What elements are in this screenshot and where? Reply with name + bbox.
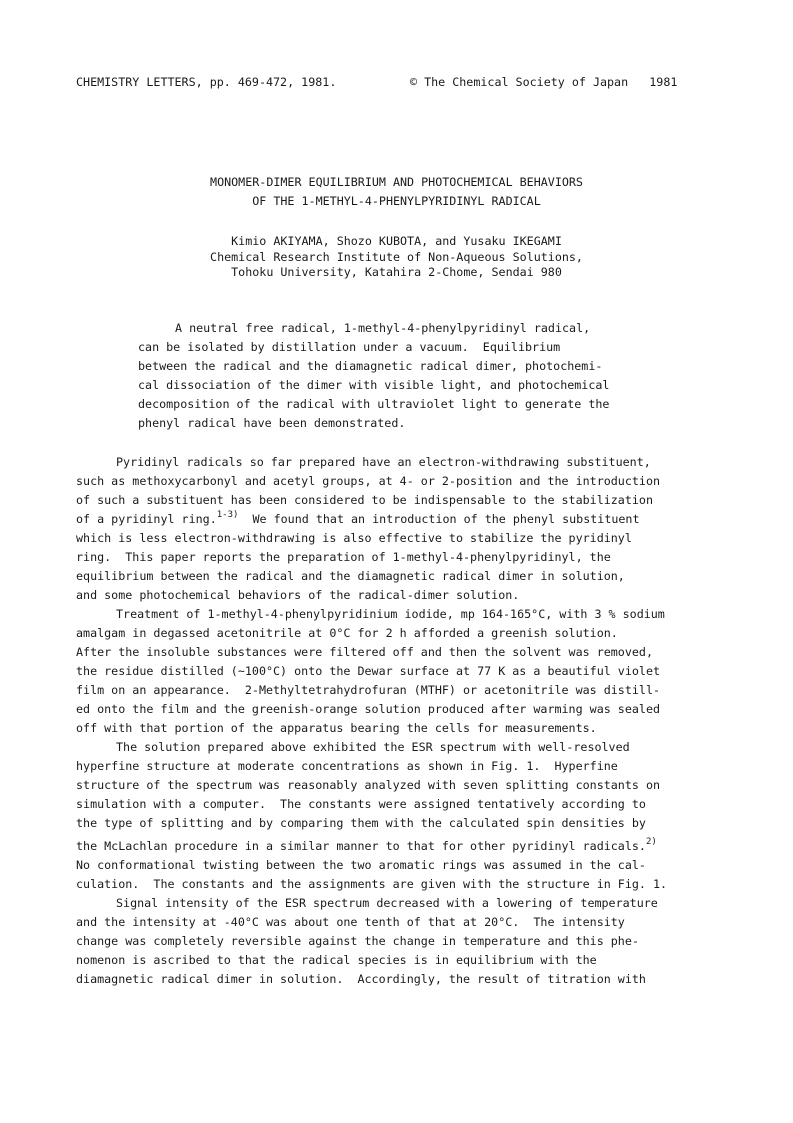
body-line: structure of the spectrum was reasonably analyzed with seven splitting constants on <box>76 778 661 792</box>
body-line: nomenon is ascribed to that the radical species is in equilibrium with the <box>76 953 597 967</box>
title-line: OF THE 1-METHYL-4-PHENYLPYRIDINYL RADICAL <box>252 194 541 208</box>
body-text-span: of a pyridinyl ring. <box>76 512 217 526</box>
body-line-with-citation <box>76 512 640 528</box>
authors: Kimio AKIYAMA, Shozo KUBOTA, and Yusaku IKEGAMI <box>231 234 562 248</box>
abstract-line: A neutral free radical, 1-methyl-4-phenylpyridinyl radical, <box>175 321 591 335</box>
body-line: amalgam in degassed acetonitrile at 0°C for 2 h afforded a greenish solution. <box>76 626 618 640</box>
body-line: such as methoxycarbonyl and acetyl groups, at 4- or 2-position and the introduction <box>76 474 661 488</box>
affiliation-line: Chemical Research Institute of Non-Aqueous Solutions, <box>210 250 583 264</box>
body-line: off with that portion of the apparatus bearing the cells for measurements. <box>76 721 597 735</box>
body-line: film on an appearance. 2-Methyltetrahydrofuran (MTHF) or acetonitrile was distill- <box>76 683 661 697</box>
body-text-span: We found that an introduction of the phenyl substituent <box>252 512 640 526</box>
body-line: the residue distilled (~100°C) onto the Dewar surface at 77 K as a beautiful violet <box>76 664 661 678</box>
body-line: No conformational twisting between the two aromatic rings was assumed in the cal- <box>76 858 646 872</box>
citation-superscript: 1-3) <box>216 510 239 520</box>
body-line: After the insoluble substances were filtered off and then the solvent was removed, <box>76 645 653 659</box>
abstract-line: decomposition of the radical with ultraviolet light to generate the <box>138 397 610 411</box>
body-line: Pyridinyl radicals so far prepared have an electron-withdrawing substituent, <box>116 455 651 469</box>
journal-citation: CHEMISTRY LETTERS, pp. 469-472, 1981. <box>76 75 337 89</box>
body-text-span <box>238 512 252 526</box>
body-line: culation. The constants and the assignments are given with the structure in Fig. 1. <box>76 877 668 891</box>
body-line: simulation with a computer. The constants were assigned tentatively according to <box>76 797 646 811</box>
abstract-line: between the radical and the diamagnetic radical dimer, photochemi- <box>138 359 603 373</box>
title-line: MONOMER-DIMER EQUILIBRIUM AND PHOTOCHEMICAL BEHAVIORS <box>210 175 583 189</box>
affiliation-line: Tohoku University, Katahira 2-Chome, Sendai 980 <box>231 265 562 279</box>
body-line: the type of splitting and by comparing them with the calculated spin densities by <box>76 816 646 830</box>
body-line: of such a substituent has been considered to be indispensable to the stabilization <box>76 493 653 507</box>
body-text-span: the McLachlan procedure in a similar manner to that for other pyridinyl radicals. <box>76 839 646 853</box>
body-line: Treatment of 1-methyl-4-phenylpyridinium iodide, mp 164-165°C, with 3 % sodium <box>116 607 665 621</box>
abstract-line: phenyl radical have been demonstrated. <box>138 416 406 430</box>
body-line: ring. This paper reports the preparation of 1-methyl-4-phenylpyridinyl, the <box>76 550 611 564</box>
abstract-line: cal dissociation of the dimer with visible light, and photochemical <box>138 378 610 392</box>
body-line: hyperfine structure at moderate concentrations as shown in Fig. 1. Hyperfine <box>76 759 618 773</box>
abstract-line: can be isolated by distillation under a vacuum. Equilibrium <box>138 340 561 354</box>
body-line: ed onto the film and the greenish-orange solution produced after warming was sealed <box>76 702 661 716</box>
body-line: equilibrium between the radical and the diamagnetic radical dimer in solution, <box>76 569 625 583</box>
body-line: diamagnetic radical dimer in solution. Accordingly, the result of titration with <box>76 972 646 986</box>
body-line: and the intensity at -40°C was about one tenth of that at 20°C. The intensity <box>76 915 625 929</box>
body-line-with-citation <box>76 839 657 855</box>
citation-superscript: 2) <box>645 837 657 847</box>
body-line: and some photochemical behaviors of the radical-dimer solution. <box>76 588 520 602</box>
body-line: The solution prepared above exhibited the ESR spectrum with well-resolved <box>116 740 630 754</box>
body-line: change was completely reversible against the change in temperature and this phe- <box>76 934 639 948</box>
body-line: Signal intensity of the ESR spectrum decreased with a lowering of temperature <box>116 896 658 910</box>
body-line: which is less electron-withdrawing is also effective to stabilize the pyridinyl <box>76 531 632 545</box>
copyright-notice: © The Chemical Society of Japan 1981 <box>410 75 678 89</box>
